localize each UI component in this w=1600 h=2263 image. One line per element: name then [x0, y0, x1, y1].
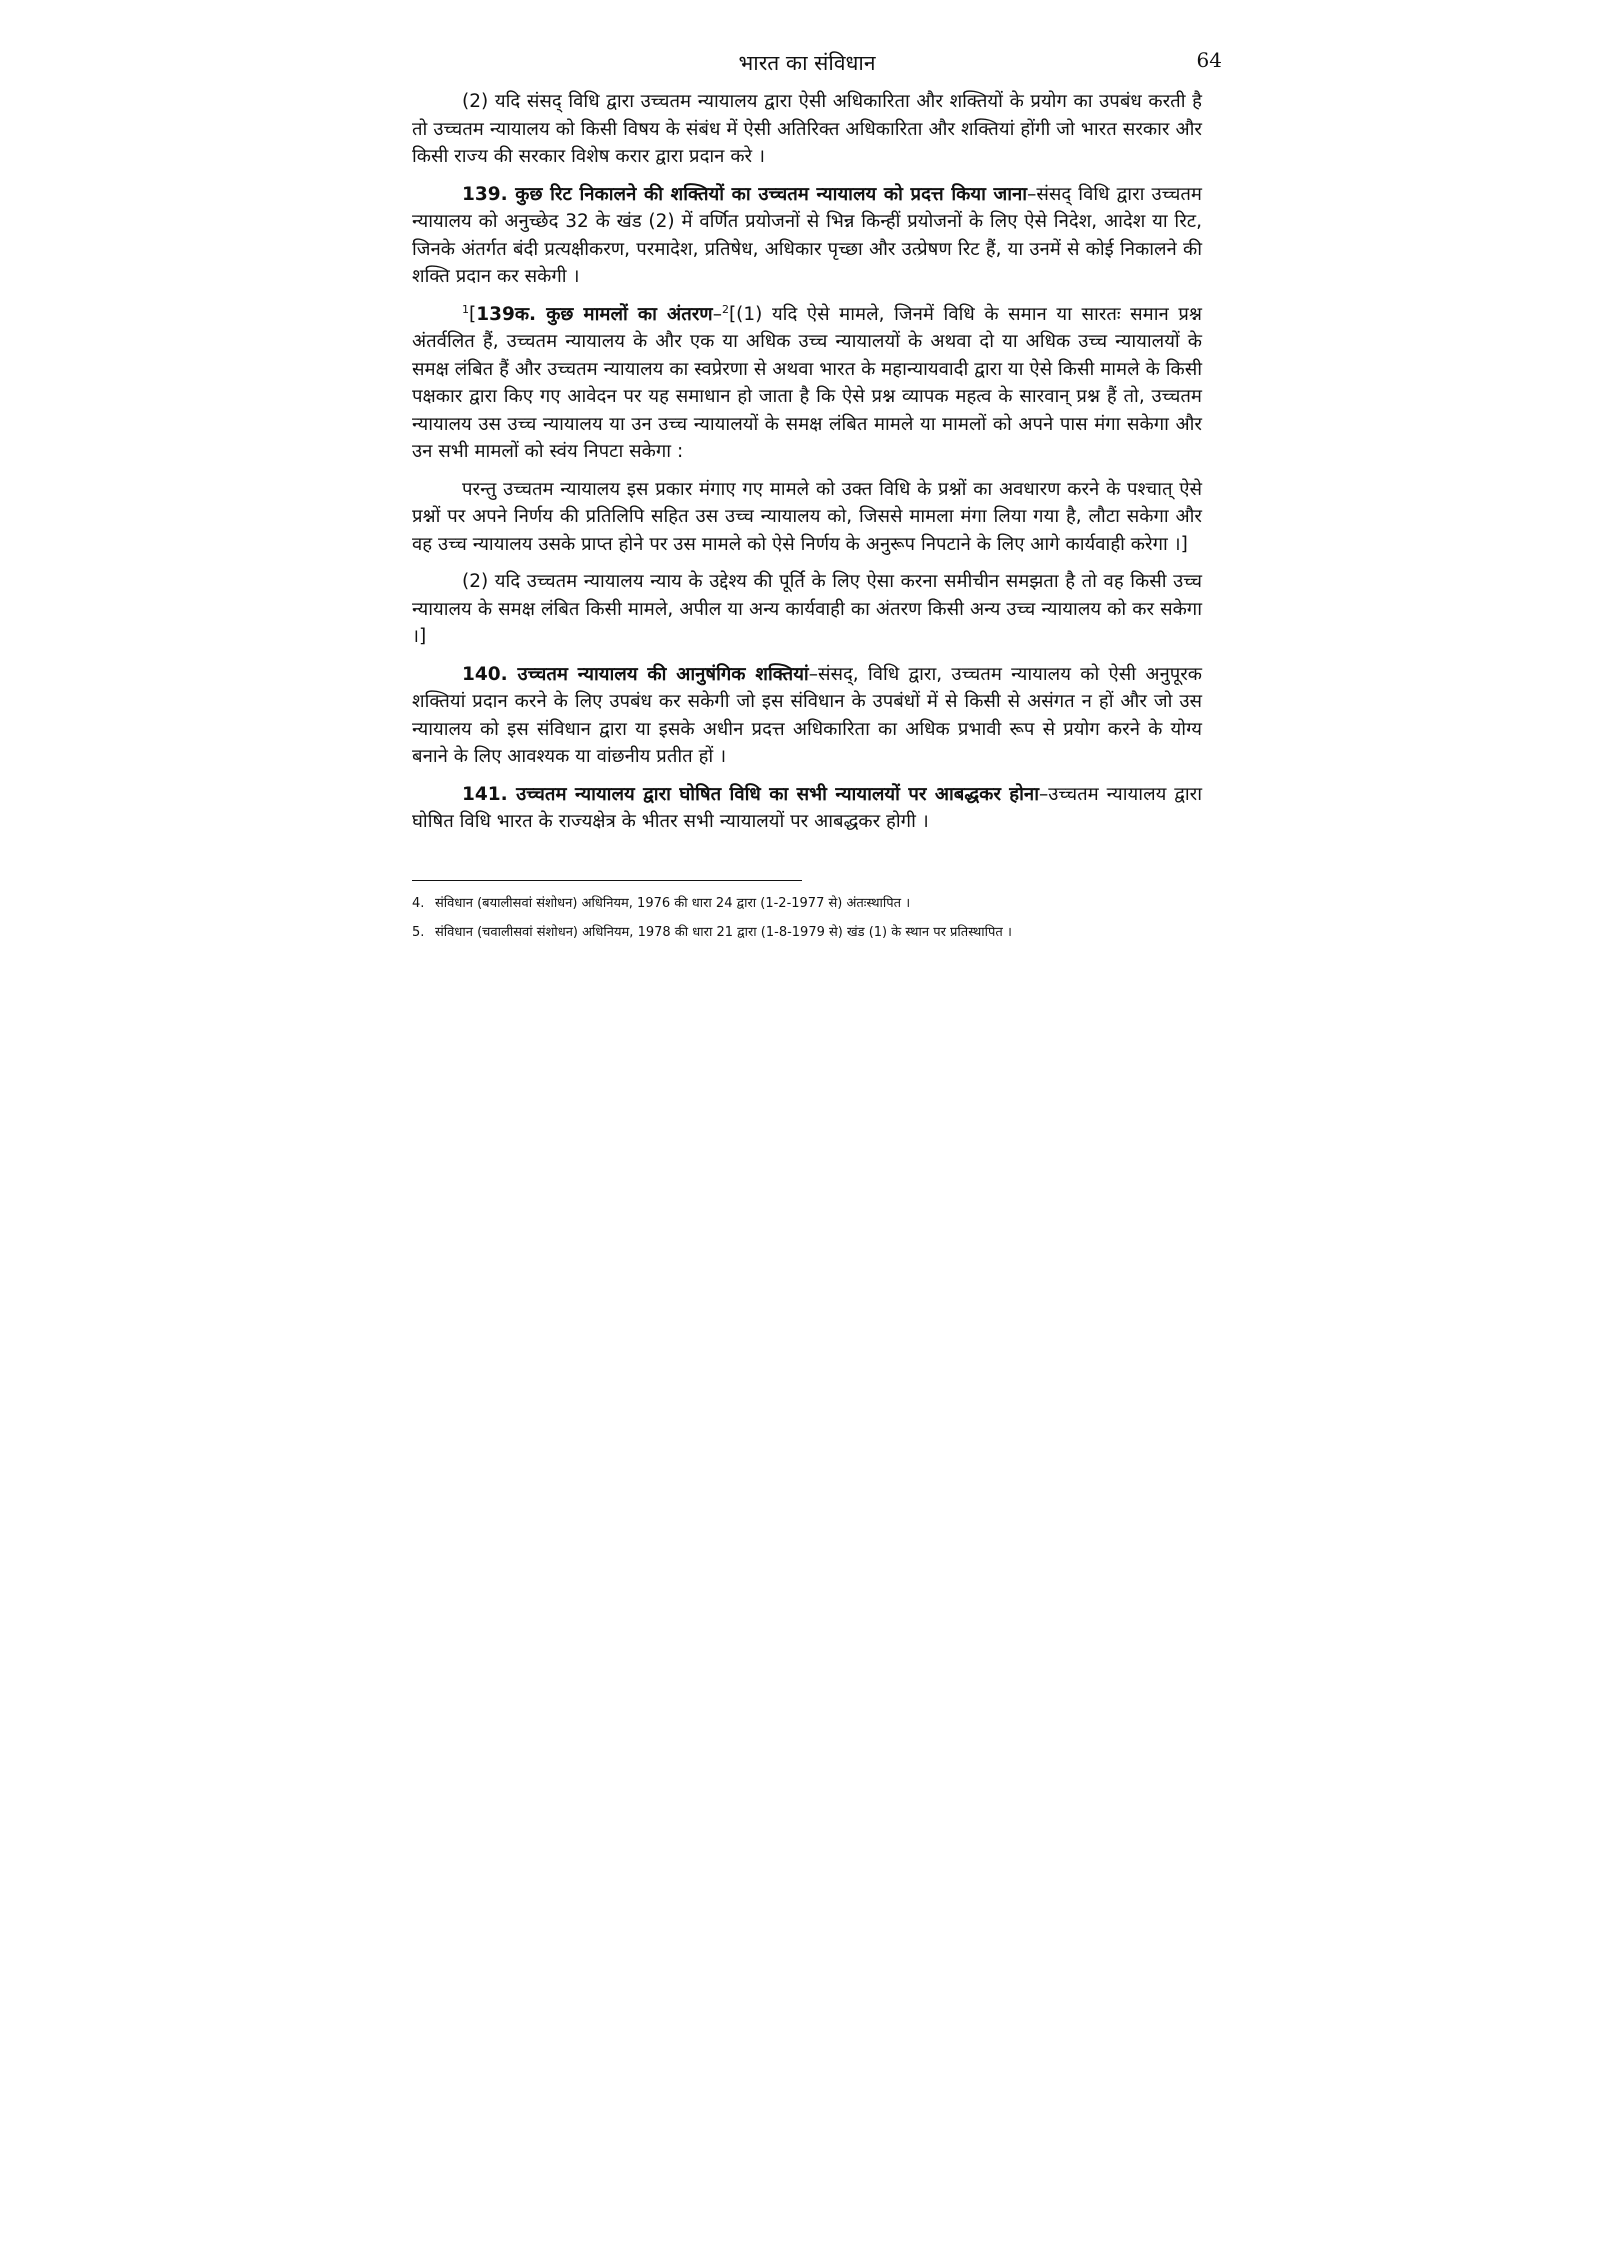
page-title: भारत का संविधान — [738, 51, 876, 75]
page-header — [412, 44, 1222, 88]
article-140 — [412, 661, 1202, 771]
article-139a-clause-2 — [412, 568, 1202, 651]
footnote-text: संविधान (चवालीसवां संशोधन) अधिनियम, 1978 की धारा 21 द्वारा (1-8-1979 से) खंड (1) के स्थान पर प्रतिस्थापित । — [435, 924, 1012, 940]
article-139a-text: [(1) यदि ऐसे मामले, जिनमें विधि के समान या सारतः समान प्रश्न अंतर्वलित हैं, उच्चतम न्यायालय के और एक या अधिक उच्च न्यायालयों के अथवा दो या अधिक उच्च न्यायालयों के समक्ष लंबित हैं और उच्चतम न्यायालय का स्वप्रेरणा से अथवा भारत के महान्यायवादी द्वारा या ऐसे किसी मामले के किसी पक्षकार द्वारा किए गए आवेदन पर यह समाधान हो जाता है कि ऐसे प्रश्न व्यापक महत्व के सारवान् प्रश्न हैं तो, उच्चतम न्यायालय उस उच्च न्यायालय या उन उच्च न्यायालयों के समक्ष लंबित मामले या मामलों को अपने पास मंगा सकेगा और उन सभी मामलों को स्वंय निपटा सकेगा : — [412, 303, 1202, 462]
article-139a-title: 139क. कुछ मामलों का अंतरण — [476, 303, 713, 325]
footnote-ref-1: 1 — [462, 302, 469, 316]
page-number: 64 — [1196, 48, 1222, 72]
footnote-mark: 5. — [412, 924, 425, 940]
title-dash: – — [712, 303, 722, 325]
footnote-mark: 4. — [412, 895, 425, 911]
footnote-text: संविधान (बयालीसवां संशोधन) अधिनियम, 1976 की धारा 24 द्वारा (1-2-1977 से) अंतःस्थापित । — [435, 895, 911, 911]
article-139a — [412, 301, 1202, 466]
proviso-paragraph — [412, 476, 1202, 559]
article-141-title: 141. उच्चतम न्यायालय द्वारा घोषित विधि का सभी न्यायालयों पर आबद्धकर होना — [462, 783, 1039, 805]
footnote-ref-2: 2 — [721, 302, 729, 316]
footnote-item — [412, 893, 1202, 914]
bracket-open: [ — [469, 303, 477, 325]
article-141 — [412, 781, 1202, 836]
paragraph-clause-2 — [412, 88, 1202, 171]
clause-2-text: (2) यदि उच्चतम न्यायालय न्याय के उद्देश्य की पूर्ति के लिए ऐसा करना समीचीन समझता है तो वह किसी उच्च न्यायालय के समक्ष लंबित किसी मामले, अपील या अन्य कार्यवाही का अंतरण किसी अन्य उच्च न्यायालय को कर सकेगा ।] — [412, 571, 1202, 647]
article-140-text: –संसद्, विधि द्वारा, उच्चतम न्यायालय को ऐसी अनुपूरक शक्तियां प्रदान करने के लिए उपबंध कर सकेगी जो इस संविधान के उपबंधों में से किसी से असंगत न हों और जो उस न्यायालय को इस संविधान द्वारा या इसके अधीन प्रदत्त अधिकारिता का अधिक प्रभावी रूप से प्रयोग करने के योग्य बनाने के लिए आवश्यक या वांछनीय प्रतीत हों । — [412, 663, 1202, 767]
paragraph-text: (2) यदि संसद् विधि द्वारा उच्चतम न्यायालय द्वारा ऐसी अधिकारिता और शक्तियों के प्रयोग का उपबंध करती है तो उच्चतम न्यायालय को किसी विषय के संबंध में ऐसी अतिरिक्त अधिकारिता और शक्तियां होंगी जो भारत सरकार और किसी राज्य की सरकार विशेष करार द्वारा प्रदान करे । — [412, 91, 1202, 167]
footnote-item — [412, 922, 1202, 943]
article-139-text: –संसद् विधि द्वारा उच्चतम न्यायालय को अनुच्छेद 32 के खंड (2) में वर्णित प्रयोजनों से भिन्न किन्हीं प्रयोजनों के लिए ऐसे निदेश, आदेश या रिट, जिनके अंतर्गत बंदी प्रत्यक्षीकरण, परमादेश, प्रतिषेध, अधिकार पृच्छा और उत्प्रेषण रिट हैं, या उनमें से कोई निकालने की शक्ति प्रदान कर सकेगी । — [412, 183, 1202, 287]
document-page — [412, 44, 1222, 951]
article-139-title: 139. कुछ रिट निकालने की शक्तियों का उच्चतम न्यायालय को प्रदत्त किया जाना — [462, 183, 1028, 205]
footnote-divider — [412, 880, 802, 881]
proviso-text: परन्तु उच्चतम न्यायालय इस प्रकार मंगाए गए मामले को उक्त विधि के प्रश्नों का अवधारण करने के पश्चात् ऐसे प्रश्नों पर अपने निर्णय की प्रतिलिपि सहित उस उच्च न्यायालय को, जिससे मामला मंगा लिया गया है, लौटा सकेगा और वह उच्च न्यायालय उसके प्राप्त होने पर उस मामले को ऐसे निर्णय के अनुरूप निपटाने के लिए आगे कार्यवाही करेगा ।] — [412, 478, 1202, 555]
article-140-title: 140. उच्चतम न्यायालय की आनुषंगिक शक्तियां — [462, 663, 809, 685]
article-141-text: –उच्चतम न्यायालय द्वारा घोषित विधि भारत के राज्यक्षेत्र के भीतर सभी न्यायालयों पर आबद्धकर होगी । — [412, 783, 1202, 832]
article-139 — [412, 181, 1202, 291]
